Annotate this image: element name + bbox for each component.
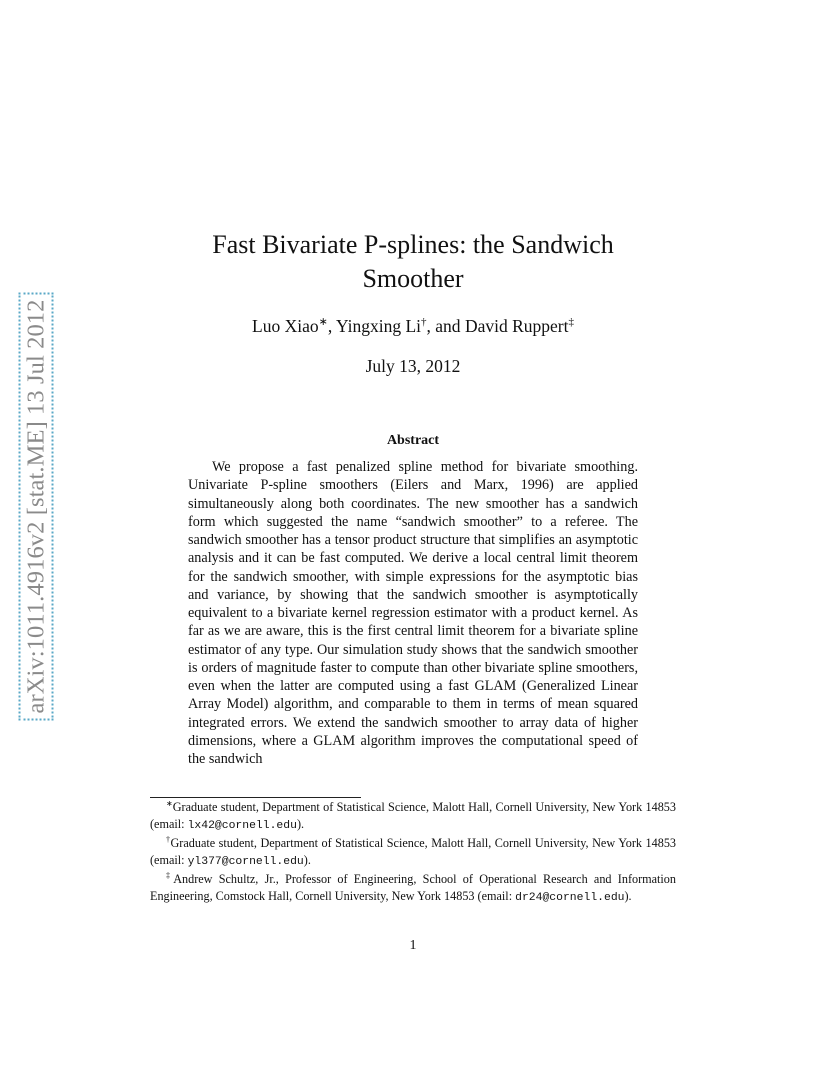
footnote (150, 799, 676, 835)
title-line-1: Fast Bivariate P-splines: the Sandwich (212, 230, 614, 259)
footnotes (150, 799, 676, 907)
footnote-mark[interactable]: † (421, 316, 427, 328)
footnote-mark[interactable]: ‡ (568, 316, 574, 328)
footnote-mark: ‡ (166, 871, 174, 880)
footnote (150, 835, 676, 871)
paper-date: July 13, 2012 (365, 356, 461, 376)
footnote-text: Graduate student, Department of Statistical Science, Malott Hall, Cornell University, New York 14853 (email: (150, 836, 677, 867)
footnote (150, 871, 676, 907)
author-name: Yingxing Li (335, 316, 422, 336)
title-line-2: Smoother (362, 264, 464, 293)
email-link[interactable]: lx42@cornell.edu (187, 820, 297, 832)
arxiv-stamp (18, 264, 54, 748)
author-separator: , (327, 316, 336, 336)
footnote-tail: ). (624, 889, 632, 903)
author-name: David Ruppert (464, 316, 569, 336)
author-separator: , and (426, 316, 465, 336)
author-name: Luo Xiao (252, 316, 319, 336)
footnote-mark: † (166, 835, 171, 844)
paper-title (150, 228, 676, 296)
email-link[interactable]: dr24@cornell.edu (515, 892, 625, 904)
author-list (150, 314, 676, 338)
footnote-text: Andrew Schultz, Jr., Professor of Engineering, School of Operational Research and Information Engineering, Comstock Hall, Cornell University, New York 14853 (email: (150, 872, 676, 903)
abstract-heading: Abstract (386, 433, 440, 448)
footnote-mark[interactable]: ∗ (318, 316, 328, 328)
email-link[interactable]: yl377@cornell.edu (187, 856, 304, 868)
arxiv-identifier[interactable]: arXiv:1011.4916v2 [stat.ME] 13 Jul 2012 (19, 292, 54, 720)
page-number: 1 (409, 938, 417, 953)
footnote-tail: ). (296, 817, 305, 831)
footnote-divider (150, 797, 361, 798)
footnote-text: Graduate student, Department of Statistical Science, Malott Hall, Cornell University, New York 14853 (email: (150, 800, 676, 831)
footnote-mark: ∗ (166, 799, 173, 808)
footnote-tail: ). (303, 853, 311, 867)
abstract-text: We propose a fast penalized spline method for bivariate smoothing. Univariate P-spline smoothers (Eilers and Marx, 1996) are applied simultaneously along both coordinates. The new smoother has a sandwich form which suggested the name “sandwich smoother” to a referee. The sandwich smoother has a tensor product structure that simplifies an asymptotic analysis and it can be fast computed. We derive a local central limit theorem for the sandwich smoother, with simple expressions for the asymptotic bias and variance, by showing that the sandwich smoother is asymptotically equivalent to a bivariate kernel regression estimator with a product kernel. As far as we are aware, this is the first central limit theorem for a bivariate spline estimator of any type. Our simulation study shows that the sandwich smoother is orders of magnitude faster to compute than other bivariate spline smoothers, even when the latter are computed using a fast GLAM (Generalized Linear Array Model) algorithm, and comparable to them in terms of mean squared integrated errors. We extend the sandwich smoother to array data of higher dimensions, where a GLAM algorithm improves the computational speed of the sandwich (188, 459, 638, 767)
